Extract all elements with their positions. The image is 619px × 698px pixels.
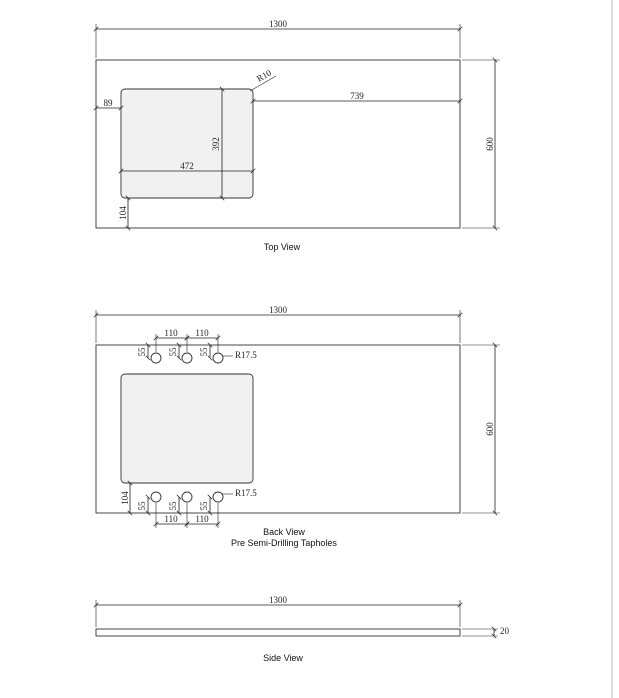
back-dim-top-edge-a-label: 55	[137, 347, 147, 357]
side-view	[96, 595, 510, 663]
back-dim-depth-label: 600	[485, 422, 495, 436]
taphole-bottom-3	[213, 492, 223, 502]
back-view-caption: Back View	[263, 527, 305, 537]
side-dim-thickness-label: 20	[500, 626, 509, 636]
top-dim-sink-height-label: 392	[211, 137, 221, 151]
back-dim-bottom-spacing-d-label: 110	[195, 514, 209, 524]
taphole-top-2	[182, 353, 192, 363]
back-dim-bottom-spacing-c-label: 110	[164, 514, 178, 524]
top-dim-depth	[462, 60, 500, 228]
top-dim-overall-width-label: 1300	[269, 19, 287, 29]
back-dim-overall-width	[96, 305, 460, 343]
back-dim-overall-width-label: 1300	[269, 305, 287, 315]
back-dim-hole-radius-bottom-label: R17.5	[235, 488, 257, 498]
top-dim-overall-width	[96, 19, 460, 58]
side-dim-overall-width	[96, 595, 460, 627]
top-dim-sink-left-offset-label: 89	[103, 98, 113, 108]
side-worktop-profile	[96, 629, 460, 636]
side-dim-overall-width-label: 1300	[269, 595, 287, 605]
top-dim-sink-width-label: 472	[180, 161, 194, 171]
side-view-caption: Side View	[263, 653, 303, 663]
back-dim-top-spacing-a-label: 110	[164, 328, 178, 338]
top-sink-cutout	[121, 89, 253, 198]
top-dim-depth-label: 600	[485, 137, 495, 151]
back-dim-bottom-edge-d-label: 55	[137, 501, 147, 511]
back-dim-top-edge-b-label: 55	[168, 347, 178, 357]
taphole-top-3	[213, 353, 223, 363]
taphole-top-1	[151, 353, 161, 363]
back-view-subcaption: Pre Semi-Drilling Tapholes	[231, 538, 337, 548]
back-dim-bottom-edge-f-label: 55	[199, 501, 209, 511]
top-dim-sink-bottom-offset-label: 104	[118, 206, 128, 220]
back-dim-top-spacing-b-label: 110	[195, 328, 209, 338]
top-dim-corner-radius-label: R10	[255, 67, 274, 84]
side-dim-thickness	[462, 626, 510, 636]
back-sink-cutout	[121, 374, 253, 483]
back-dim-top-edge-c-label: 55	[199, 347, 209, 357]
taphole-bottom-2	[182, 492, 192, 502]
back-dim-bottom-edge-e-label: 55	[168, 501, 178, 511]
top-view	[96, 19, 500, 252]
taphole-bottom-1	[151, 492, 161, 502]
back-view	[96, 305, 500, 548]
back-dim-hole-radius-top-label: R17.5	[235, 350, 257, 360]
back-dim-depth	[462, 345, 500, 513]
back-dim-sink-bottom-offset-label: 104	[120, 491, 130, 505]
top-dim-sink-right-offset-label: 739	[350, 91, 364, 101]
top-view-caption: Top View	[263, 242, 301, 252]
